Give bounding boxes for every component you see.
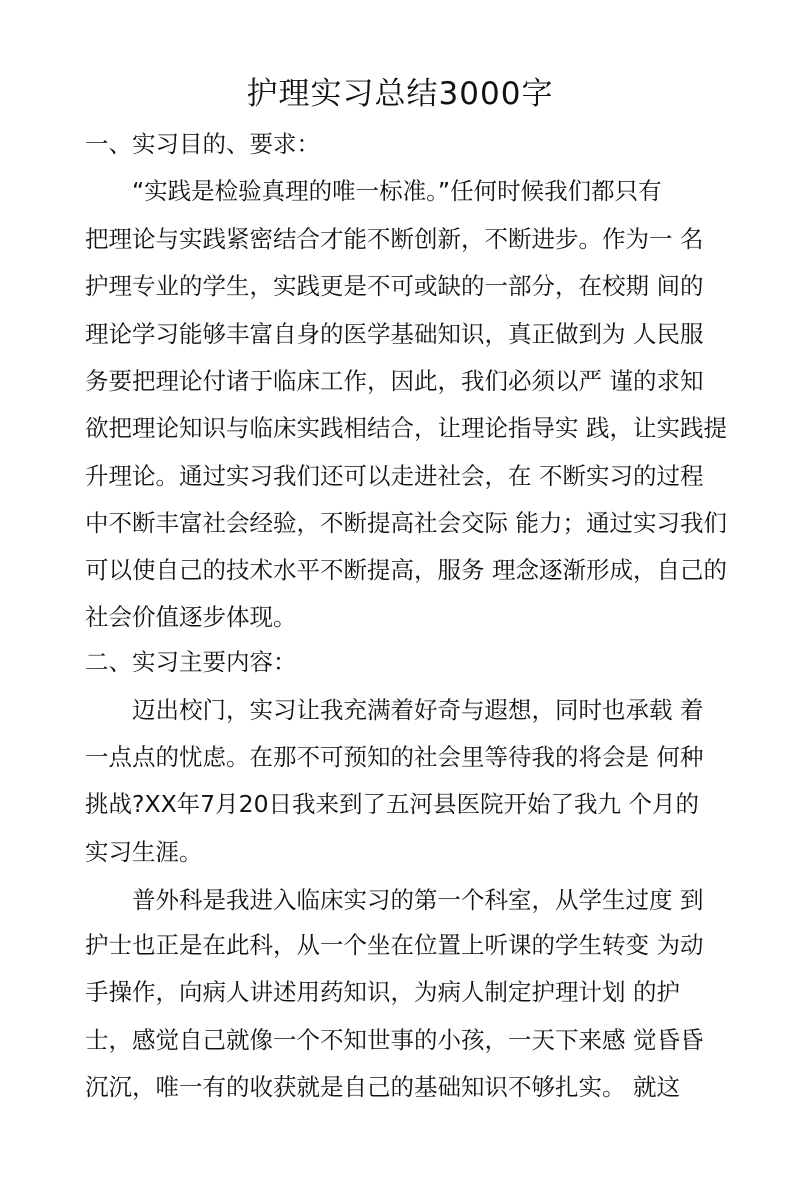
body-line: 理论学习能够丰富自身的医学基础知识，真正做到为 人民服 xyxy=(85,320,704,348)
body-line: 护理专业的学生，实践更是不可或缺的一部分，在校期 间的 xyxy=(85,272,704,300)
heading-section-2: 二、实习主要内容： xyxy=(85,648,297,676)
body-line: 普外科是我进入临床实习的第一个科室，从学生过度 到 xyxy=(85,886,704,914)
body-line: 可以使自己的技术水平不断提高，服务 理念逐渐形成，自己的 xyxy=(85,556,727,584)
body-line: 士，感觉自己就像一个不知世事的小孩，一天下来感 觉昏昏 xyxy=(85,1026,704,1054)
body-line: 挑战?XX年7月20日我来到了五河县医院开始了我九 个月的 xyxy=(85,790,699,818)
body-line: 升理论。通过实习我们还可以走进社会，在 不断实习的过程 xyxy=(85,462,704,490)
body-line: 实习生涯。 xyxy=(85,838,203,866)
body-line: 一点点的忧虑。在那不可预知的社会里等待我的将会是 何种 xyxy=(85,743,704,771)
body-line: 欲把理论知识与临床实践相结合，让理论指导实 践，让实践提 xyxy=(85,414,727,442)
body-line: “实践是检验真理的唯一标准。”任何时候我们都只有 xyxy=(85,177,662,205)
body-line: 手操作，向病人讲述用药知识，为病人制定护理计划 的护 xyxy=(85,978,680,1006)
document-title: 护理实习总结3000字 xyxy=(246,76,554,112)
body-line: 迈出校门，实习让我充满着好奇与遐想，同时也承载 着 xyxy=(85,696,704,724)
body-line: 务要把理论付诸于临床工作，因此，我们必须以严 谨的求知 xyxy=(85,367,704,395)
body-line: 护士也正是在此科，从一个坐在位置上听课的学生转变 为动 xyxy=(85,931,704,959)
body-line: 把理论与实践紧密结合才能不断创新，不断进步。作为一 名 xyxy=(85,225,704,253)
body-line: 沉沉，唯一有的收获就是自己的基础知识不够扎实。 就这 xyxy=(85,1073,680,1101)
body-line: 中不断丰富社会经验，不断提高社会交际 能力；通过实习我们 xyxy=(85,509,727,537)
body-line: 社会价值逐步体现。 xyxy=(85,603,297,631)
heading-section-1: 一、实习目的、要求： xyxy=(85,130,320,158)
